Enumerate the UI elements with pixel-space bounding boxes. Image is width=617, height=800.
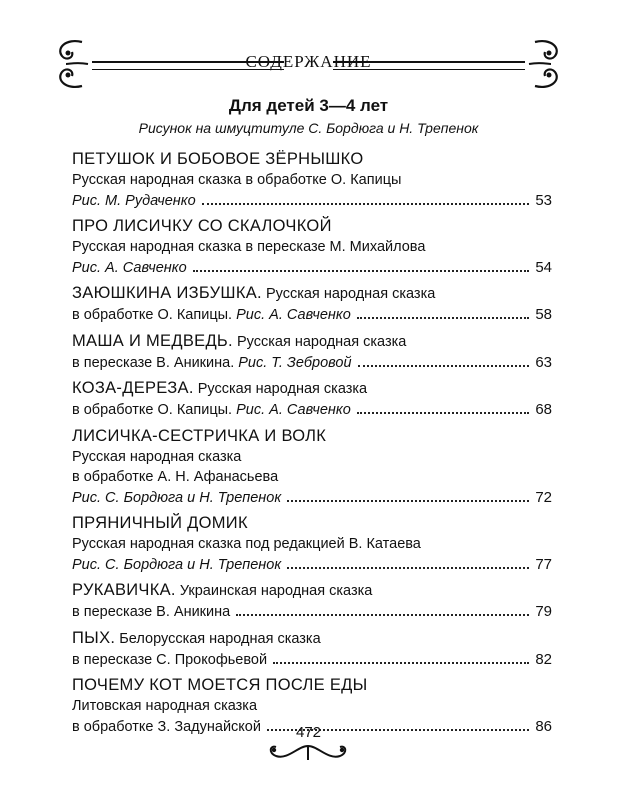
entry-description-2: в обработке З. Задунайской [72, 718, 261, 735]
dot-leader [202, 203, 530, 205]
entry-page: 82 [535, 650, 552, 668]
entry-page: 54 [535, 258, 552, 276]
page-footer [0, 724, 617, 764]
entry-title: МАША И МЕДВЕДЬ. [72, 331, 233, 350]
entry-title: КОЗА-ДЕРЕЗА. [72, 379, 194, 397]
entry-description: Литовская народная сказка [72, 698, 258, 714]
entry-title-rest: Русская народная сказка [232, 333, 407, 350]
toc-entry[interactable] [72, 282, 552, 326]
entry-description: Русская народная сказка в пересказе М. Михайлова [72, 239, 426, 255]
entry-title: ПЕТУШОК И БОБОВОЕ ЗЁРНЫШКО [72, 150, 364, 168]
toc-entry[interactable] [72, 512, 552, 575]
entry-description: в пересказе В. Аникина. [72, 354, 239, 371]
section-title: Для детей 3—4 лет [228, 96, 389, 115]
entry-title: РУКАВИЧКА. [72, 581, 176, 599]
toc-entry[interactable] [72, 215, 552, 278]
entry-title: ПОЧЕМУ КОТ МОЕТСЯ ПОСЛЕ ЕДЫ [72, 676, 368, 694]
entry-description: в пересказе В. Аникина [72, 604, 231, 620]
entry-illustrator: Рис. М. Рудаченко [72, 192, 196, 209]
dot-leader [287, 500, 529, 502]
toc-entry[interactable] [72, 377, 552, 421]
entry-description: в обработке О. Капицы. [72, 307, 237, 323]
entry-title: ПРО ЛИСИЧКУ СО СКАЛОЧКОЙ [72, 217, 332, 235]
entry-description: в пересказе С. Прокофьевой [72, 651, 268, 668]
entry-title-rest: Русская народная сказка [261, 286, 436, 302]
entry-title: ЛИСИЧКА-СЕСТРИЧКА И ВОЛК [72, 426, 327, 445]
entry-title-rest: Русская народная сказка [193, 381, 368, 397]
page-number: 472 [295, 724, 322, 741]
entry-description: Русская народная сказка под редакцией В. Катаева [72, 536, 421, 552]
entry-illustrator: Рис. С. Бордюга и Н. Трепенок [72, 489, 282, 506]
entry-page: 63 [535, 353, 552, 371]
toc-entry[interactable] [72, 627, 552, 671]
entry-description: Русская народная сказка в обработке О. Капицы [72, 172, 402, 188]
entry-description-2: в обработке А. Н. Афанасьева [72, 469, 279, 485]
dot-leader [193, 270, 530, 272]
dot-leader [357, 317, 530, 319]
entry-page: 77 [535, 555, 552, 573]
entry-page: 79 [535, 603, 552, 620]
entry-illustrator: Рис. С. Бордюга и Н. Трепенок [72, 556, 282, 573]
dot-leader [358, 365, 530, 367]
entry-title-rest: Украинская народная сказка [175, 583, 373, 599]
entry-page: 86 [535, 717, 552, 735]
entry-illustrator: Рис. А. Савченко [236, 307, 351, 323]
toc-entry[interactable] [72, 330, 552, 374]
header-rule-right [333, 61, 525, 70]
entry-title: ПЫХ. [72, 628, 116, 647]
section-subtitle: Рисунок на шмуцтитуле С. Бордюга и Н. Трепенок [138, 120, 479, 136]
entry-title: ПРЯНИЧНЫЙ ДОМИК [72, 514, 248, 532]
entry-title: ЗАЮШКИНА ИЗБУШКА. [72, 284, 262, 302]
entry-page: 68 [535, 401, 552, 418]
dot-leader [357, 412, 530, 414]
table-of-contents [72, 148, 552, 741]
dot-leader [236, 614, 529, 616]
dot-leader [273, 662, 529, 664]
entry-description: Русская народная сказка [72, 448, 242, 465]
entry-illustrator: Рис. Т. Зебровой [238, 354, 352, 371]
dot-leader [287, 567, 529, 569]
toc-entry[interactable] [72, 425, 552, 509]
entry-illustrator: Рис. А. Савченко [72, 259, 187, 276]
toc-entry[interactable] [72, 579, 552, 623]
contents-header [52, 34, 565, 94]
flourish-right-icon [525, 34, 565, 94]
entry-page: 58 [535, 306, 552, 323]
footer-flourish-icon [258, 740, 358, 766]
entry-page: 72 [535, 488, 552, 506]
entry-illustrator: Рис. А. Савченко [236, 402, 351, 418]
toc-entry[interactable] [72, 148, 552, 211]
page-title: СОДЕРЖАНИЕ [245, 52, 372, 71]
entry-page: 53 [535, 191, 552, 209]
entry-description: в обработке О. Капицы. [72, 402, 237, 418]
entry-title-rest: Белорусская народная сказка [115, 630, 321, 647]
